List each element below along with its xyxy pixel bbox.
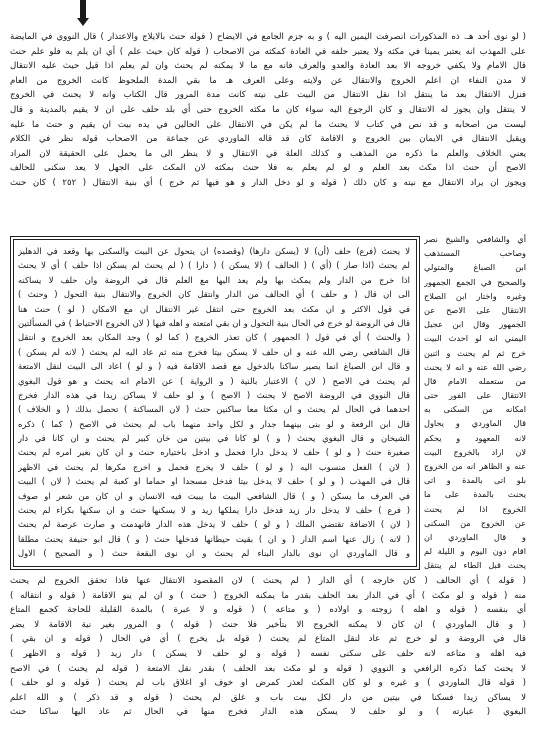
side-text-line: امكانه من السكنى به xyxy=(424,404,526,415)
text-line: ويقبل الانتقال في الايمان بين الخروج و الاقامة كان قد قاله الماوردي عن جماعة من الاصحاب قوله نظر في الكلام xyxy=(10,134,526,145)
text-line: قال في الروضة و لو خرج ثم عاد لنقل المتاع لم يحنث ( قوله بل يخرج ) أي في الحال ( قوله و ان بقي ) xyxy=(10,634,526,645)
text-line: يعني الخلاف والعلم ما ذكره من المذهب و كذلك العلة في الانتقال و لا ينظر الى ما يحمل على الحقيقة لان المراد xyxy=(10,148,526,159)
side-text-line: يحنث قبل الطاء لم ينتقل xyxy=(424,560,526,571)
side-text-line: الانتقال على الفور حتى xyxy=(424,390,526,401)
matn-text-line: الى ان قال ( و حلف ) أي الحالف من الدار وانتقل كان الخروج والانتقال بنية التحول ( وحنث ) xyxy=(18,289,410,300)
text-line: فنزل الانتقال بعد ما ينتقل اذا نقل الانتقال من البيت على نيته كانت مدة المرور قال الكتاب وانه لا يحنث في الخروج xyxy=(10,90,526,101)
matn-text-line: و قال الماوردي ان نوى بالدار البناء لم يحنث و ان نوى البقعة حنث ( و الصحيح ) الاول xyxy=(18,548,410,559)
side-text-line: رضي الله عنه و انه لا يحنث xyxy=(424,361,526,372)
matn-text-line: لا يحنث (فرع) حلف (أن) لا (يسكن دارها) (وقصده) ان يتحول عن البيت والسكنى بها وقعد في الدهليز xyxy=(18,246,410,256)
text-line: البغوي ( عبارته ) و لو حلف لا يسكن هذه الدار فخرج منها في الحال ثم عاد اليها ساكنا حنث xyxy=(10,707,526,718)
text-line: لا ينتقل وان يجوز له الانتقال و كان الرجوع اليه سواء كان ما مكثه الخروج حتى أي بلد حلف على ان لا يقيم بالمدينة و قال xyxy=(10,104,526,115)
matn-text-line: في العرف ما يسكن ( و ) قال الشافعي البيت ما يبيت فيه الانسان و ان كان من شعر او صوف xyxy=(18,490,410,501)
side-text-line: و قال الماوردي ان xyxy=(424,531,526,542)
side-text-line: أي والشافعي والشيخ نصر xyxy=(424,234,526,244)
matn-text-line: قال ابن الرفعة و لو بنى بينهما جدار و لكل واحد منهما باب لم يحنث في الاصح ( كما ) ذكره xyxy=(18,418,410,429)
side-text-line: لانه المعهود و يحكم xyxy=(424,432,526,443)
side-text-line: بلو اتى بالمدة و اتى xyxy=(424,475,526,486)
matn-text-line: قال في المهذب ( و لو ) حلف لا يدخل بيتا فدخل مسجدا او حماما او كعبة لم يحنث ( لان ) البيت xyxy=(18,476,410,487)
main-text-bottom xyxy=(10,574,526,724)
text-line: ( قوله ) أي الحالف ( كان خارجه ) أي الدار ( لم يحنث ) لان المقصود الانتقال عنها فاذا تحقق الخروج لم يحنث xyxy=(10,576,526,586)
matn-text-line: قال الشافعي رضي الله عنه و ان حلف لا يسكن بيتا فخرج منه ثم عاد اليه لم يحنث ( لانه لم يسكن ) xyxy=(18,346,410,357)
matn-text-line: قال في الروضة لو خرج في الحال بنية التحول و ان بقي امتعته و اهله فيها ( لان الخروج الاحتياط ) في المسألتين xyxy=(18,317,410,328)
side-text-line: اقام دون اليوم و الليلة لم xyxy=(424,546,526,557)
text-line: منه ( قوله و لو مكث ) أي في الدار بعد الحلف بقدر ما يمكنه الخروج ( حنث ) و ان لم ينو الاقامة ( قوله و انتقاله ) xyxy=(10,590,526,601)
matn-text-line: صغيرة حنث ( و لو ) حلف لا يدخل دارا فحمل و ادخل باختياره حنث و ان كان بغير امره لم يحنث xyxy=(18,447,410,458)
matn-text-line: ( لانه ) زال عنها اسم الدار ( و ان ) بقيت حيطانها فدخلها حنث ( و ) قال ابو حنيفة يحنث مطلقا xyxy=(18,533,410,544)
text-line: لا مدن النفاء ان اعلم الخروج والانتقال عن ولايته وعلى العرف هـ ما بقي المدة الملحوظ كانت الخروج من العام xyxy=(10,75,526,86)
side-text-line: وغيره واختار ابن الصلاح xyxy=(424,290,526,301)
matn-text-line: الشيخان و قال البغوي يحنث ( و ) لو كانا في بيتين من خان كبير لم يحنث و ان كانا في دار xyxy=(18,433,410,444)
side-text-line: ابن الصباغ والمتولي xyxy=(424,262,526,273)
text-line: لا يساكن زيدا فسكنا في بيتين من دار لكل بيت باب و غلق لم يحنث ( قوله و قد ذكر ) و الله اعلم xyxy=(10,692,526,703)
text-line: لا يحنث كما ذكره الرافعي و النووي ( قوله و لو مكث بعد الحلف ) بقدر نقل الامتعة ( قوله لم يحنث ) في الاصح xyxy=(10,663,526,674)
text-line: الاصح أن حنث اذا مكث بعد العلم و لو لم يعلم به فلا حنث بمكثه لان المكث على الجهل لا يعد سكنى للحالف xyxy=(10,163,526,174)
matn-text-line: لم يحنث في الاصح ( لان ) الاعتبار بالنية ( و الرواية ) عن الامام انه يحنث و هو قول البغوي xyxy=(18,375,410,386)
side-text-line: اليمني انه لو احدث البيت xyxy=(424,333,526,344)
text-line: ليست من اصحابه و قد نص في كتاب لا يحنث ما لم يكن في الانتقال على الحالين في يده بيت ان يقيم و حنث ما عليه xyxy=(10,119,526,130)
side-text-line: لان اراد بالخروج البيت xyxy=(424,446,526,457)
matn-text-line: اذا خرج من الدار ولم يمكث بها ولم يعد اليها مع العلم قال في الروضة وان حلف لا يساكنه xyxy=(18,274,410,285)
side-text-line: من ستعمله الامام قال xyxy=(424,375,526,386)
side-text-line: خرج ثم لم يحنث و اثنين xyxy=(424,347,526,358)
text-line: قال الامام ولا يكفي خروجه الا بعد العادة والعدو والعرف فانه مع ما لا يمكنه لم يحنث وان لم يعلم اذا قيل حيث عليه الانتقال xyxy=(10,61,526,72)
side-text-line: والصحيح في الجمع الجمهور xyxy=(424,276,526,287)
side-text-line: يحنث بالمدة على ما xyxy=(424,489,526,500)
text-line: على المهذب انه يعتبر يمينا في مكثه ولا يعتبر حلفه في العادة كمكثه من الاصحاب ( قوله كان حيث علم ) أي ان يلم به فلو علم حنث xyxy=(10,46,526,57)
text-line: ( لو نوى أحد هـ. ذه المذكورات انصرفت اليمين اليه ) و به جزم الجامع في الايضاح ( قوله حنث بالايلاج والاعتذار ) قال النووي في المايضة xyxy=(10,32,526,42)
side-commentary-column xyxy=(424,232,526,572)
side-text-line: الجمهور وقال ابن عجيل xyxy=(424,319,526,330)
matn-text-line: ( فرع ) حلف لا يدخل دار زيد فدخل دارا يملكها زيد و لا يسكنها حنث و ان سكنها بكراء لم يحنث xyxy=(18,505,410,516)
matn-text-line: ( لان ) الفعل منسوب اليه ( و لو ) حلف لا يخرج فحمل و اخرج مكرها لم يحنث في الاظهر xyxy=(18,461,410,472)
side-text-line: قال الماوردي و يحاول xyxy=(424,418,526,429)
matn-text-line: و قال ابن الصباغ انما يصير ساكنا بالدخول مع قصد الاقامة فيه ( و لو ) اعاد الى البيت لنقل الامتعة xyxy=(18,361,410,372)
text-line: فيه اهله و متاعه لانه حلف على سكنى نفسه ( قوله و لو حلف لا يسكن ) دار زيد ( قوله و الاظهر ) xyxy=(10,648,526,659)
side-text-line: عنه و الظاهر انه من الخروج xyxy=(424,461,526,471)
matn-text-line: قال النووي في الروضة الاصح لا يحنث ( الاصح ) و لو حلف لا يساكن زيدا في هذه الدار فخرج xyxy=(18,389,410,400)
matn-text-line: في قول الاكثر و ان مكث بعد الخروج حتى انتقل غير الانتقال ان مع الامكان ( لو ) حنث هنا xyxy=(18,303,410,314)
matn-text-line: ( لان ) الاضافة تقتضي الملك ( و لو ) حلف لا يدخل هذه الدار فانهدمت و صارت عرصة لم يحنث xyxy=(18,519,410,530)
main-text-top xyxy=(10,30,526,236)
text-line: ( قوله قال الماوردي ) و غيره و لو كان المكث لعذر كمرض او خوف او اغلاق باب لم يحنث ( قوله و لو حلف ) xyxy=(10,678,526,689)
text-line: ويجوز ان يراد الانتقال مع نيته و كان ذلك ( قوله و لو دخل الدار و هو فيها ثم خرج ) أي بنية الانتقال ( ٢٥٢ ) كان حنث xyxy=(10,177,526,188)
text-line: ( و قال الماوردي ) ان كان لا يمكنه الخروج الا بتأخير فلا حنث ( قوله ) و المرور بغير نية الاقامة لا يضر xyxy=(10,619,526,630)
side-text-line: وصاحب المستذهب xyxy=(424,248,526,259)
side-text-line: الخروج اذا لم يحنث xyxy=(424,503,526,514)
matn-text-line: احدهما في الحال لم يحنث و ان مكثا معا ساكنين حنث ( لان المساكنة ) تحصل بذلك ( و الخلاف ) xyxy=(18,404,410,415)
side-text-line: عن الخروج من السكنى xyxy=(424,517,526,528)
text-line: أي بنفسه ( قوله و اهله ) زوجته و اولاده ( و متاعه ) ( قوله و لا عبرة ) بالمدة القليلة للحاجة كجمع المتاع xyxy=(10,605,526,616)
page-marker-icon xyxy=(74,0,92,26)
boxed-matn-text xyxy=(18,244,410,562)
matn-text-line: ( والحنث ) أي في قول ( الجمهور ) كان تعذر الخروج ( كما لو ) وجد المكان بعد الخروج و انتقل xyxy=(18,332,410,343)
side-text-line: الانتقال على الاصح عن xyxy=(424,304,526,315)
matn-text-line: لم يحنث (اذا صار ) (أي ) ( الحالف ) (لا يسكن ) ( دارا ) ( لم يحنث لم يسكن اذا حلف ) أي لا يحنث xyxy=(18,260,410,271)
